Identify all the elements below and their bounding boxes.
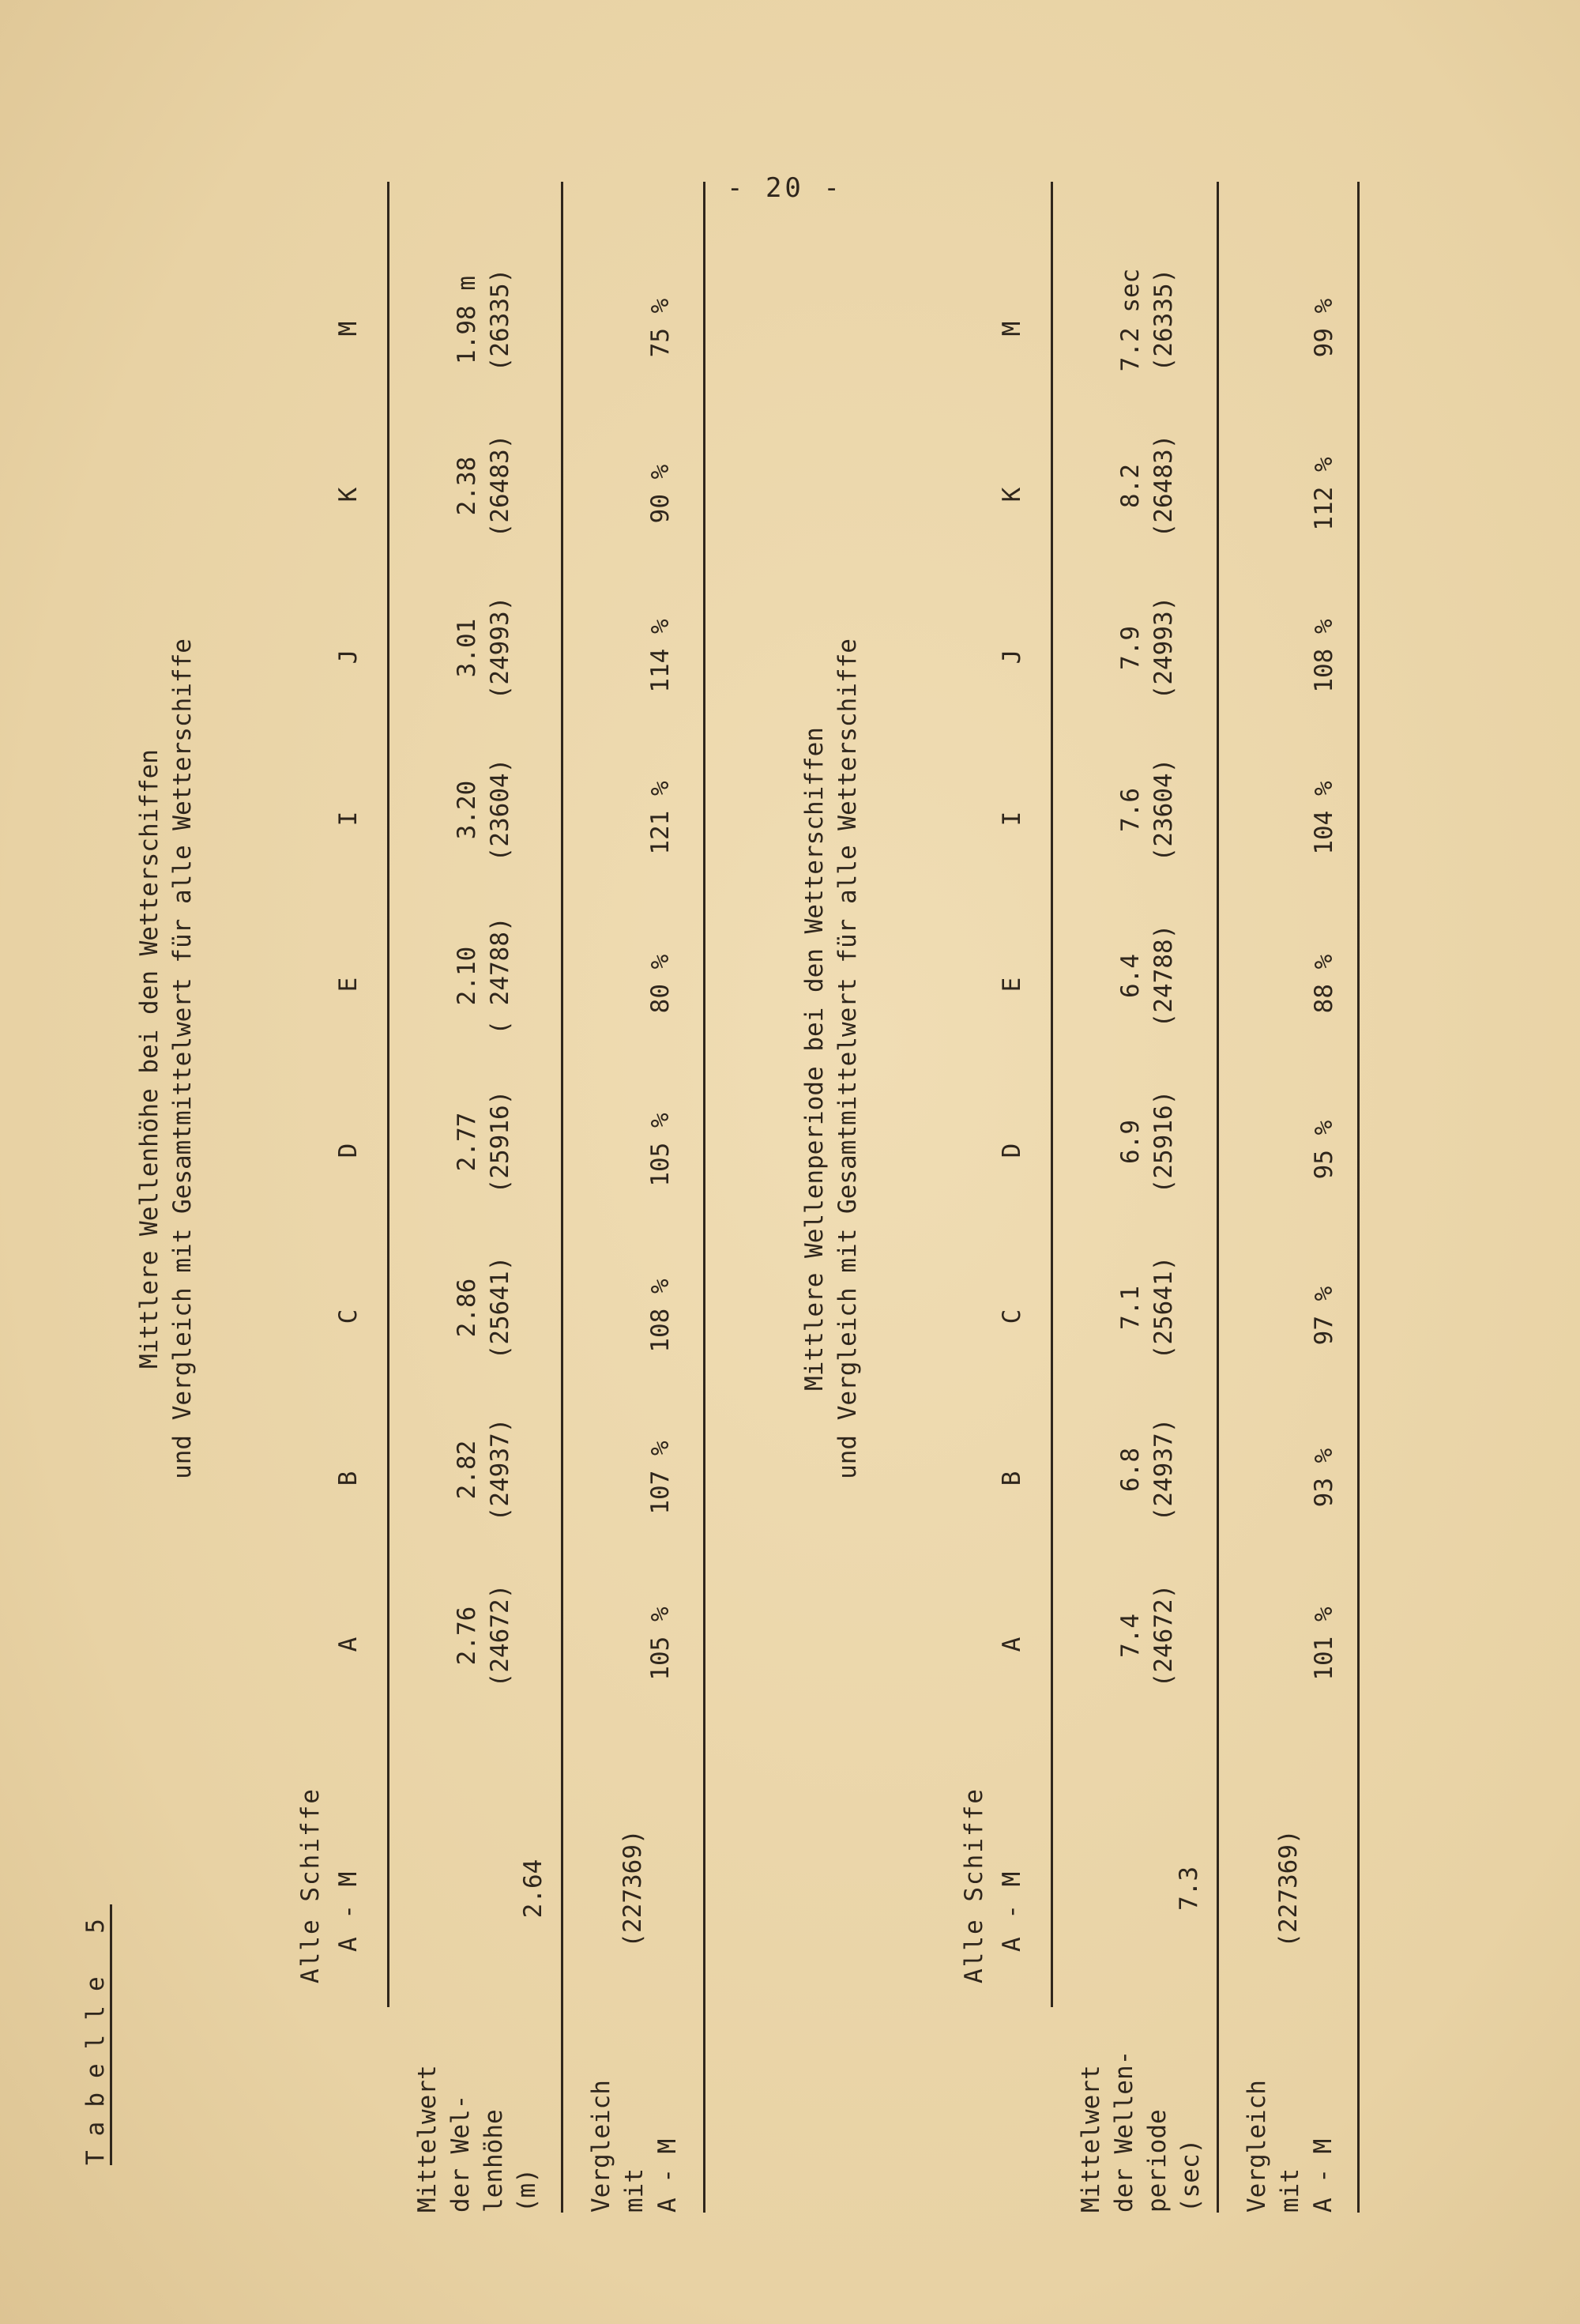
table2-row1-cell-A: 7.4 (24672): [1116, 1584, 1178, 1688]
table1-row2-cell-D: 105 %: [646, 1113, 675, 1187]
table2-caption-line2: und Vergleich mit Gesamtmittelwert für alle Wetterschiffe: [833, 638, 862, 1479]
table1-ship-header-B: B: [334, 1469, 363, 1486]
table2-row2-cell-K: 112 %: [1310, 457, 1338, 531]
table2-row1-label: Mittelwert der Wellen- periode (sec): [1077, 2050, 1205, 2213]
table2-header-rule: [1051, 182, 1053, 2007]
table2-ship-header-I: I: [998, 809, 1026, 827]
table1-caption-line2: und Vergleich mit Gesamtmittelwert für alle Wetterschiffe: [168, 638, 197, 1479]
table2-row-rule: [1217, 182, 1219, 2213]
table1-row1-cell-A: 2.76 (24672): [453, 1584, 514, 1688]
table1-row1-cell-D: 2.77 (25916): [453, 1090, 514, 1194]
table2-row1-cell-K: 8.2 (26483): [1116, 434, 1178, 538]
table1-header-rule: [387, 182, 389, 2007]
table2-row2-cell-M: 99 %: [1310, 298, 1338, 358]
rotated-content: [0, 158, 1375, 2213]
table1-row1-cell-J: 3.01 (24993): [453, 596, 514, 700]
table1-row2-cell-J: 114 %: [646, 619, 675, 693]
table1-row2-cell-B: 107 %: [646, 1441, 675, 1515]
table2-ship-header-K: K: [998, 485, 1026, 503]
table1-row1-cell-C: 2.86 (25641): [453, 1256, 514, 1360]
table1-ship-header-C: C: [334, 1307, 363, 1324]
table2-row2-cell-I: 104 %: [1310, 781, 1338, 855]
table1-ship-header-K: K: [334, 485, 363, 503]
table1-row1-cell-E: 2.10 ( 24788): [453, 917, 514, 1035]
table1-ship-header-J: J: [334, 647, 363, 665]
table1-row1-label: Mittelwert der Wel- lenhöhe (m): [413, 2065, 541, 2213]
table1-row2-cell-M: 75 %: [646, 298, 675, 358]
table2-row2-cell-J: 108 %: [1310, 619, 1338, 693]
table1-row2-label: Vergleich mit A - M: [587, 2080, 682, 2213]
table2-row2-cell-C: 97 %: [1310, 1286, 1338, 1346]
table2-row1-cell-C: 7.1 (25641): [1116, 1256, 1178, 1360]
table2-caption-line1: Mittlere Wellenperiode bei den Wetterschiffen: [800, 727, 829, 1391]
table1-row2-cell-C: 108 %: [646, 1279, 675, 1353]
table1-ship-header-I: I: [334, 809, 363, 827]
table2-row1-cell-J: 7.9 (24993): [1116, 596, 1178, 700]
table2-row1-all: 7.3 (227369): [1175, 1829, 1303, 1948]
table1-bottom-rule: [703, 182, 705, 2213]
table1-row2-cell-K: 90 %: [646, 464, 675, 524]
table2-row2-cell-E: 88 %: [1310, 954, 1338, 1014]
table2-ship-header-M: M: [998, 319, 1026, 337]
table1-caption-line1: Mittlere Wellenhöhe bei den Wetterschiffen: [135, 749, 164, 1369]
table1-row1-all: 2.64 (227369): [519, 1829, 647, 1948]
table-title: Tabelle 5: [81, 1904, 110, 2165]
table2-ship-header-D: D: [998, 1141, 1026, 1158]
table1-row1-cell-B: 2.82 (24937): [453, 1418, 514, 1522]
table2-row2-cell-D: 95 %: [1310, 1120, 1338, 1180]
table1-row2-cell-E: 80 %: [646, 954, 675, 1014]
table2-row2-cell-A: 101 %: [1310, 1606, 1338, 1681]
table1-row2-cell-A: 105 %: [646, 1606, 675, 1681]
table2-all-header-2: A - M: [998, 1870, 1026, 1952]
table1-ship-header-D: D: [334, 1141, 363, 1158]
table2-ship-header-A: A: [998, 1635, 1026, 1652]
table1-row1-cell-M: 1.98 m (26335): [453, 268, 514, 372]
table1-row-rule: [561, 182, 563, 2213]
table2-bottom-rule: [1357, 182, 1360, 2213]
table1-row2-cell-I: 121 %: [646, 781, 675, 855]
table2-row1-cell-M: 7.2 sec (26335): [1116, 268, 1178, 372]
table2-ship-header-B: B: [998, 1469, 1026, 1486]
table2-row1-cell-B: 6.8 (24937): [1116, 1418, 1178, 1522]
table1-row1-cell-I: 3.20 (23604): [453, 758, 514, 862]
table2-ship-header-J: J: [998, 647, 1026, 665]
table1-ship-header-E: E: [334, 975, 363, 993]
page-number: - 20 -: [727, 172, 843, 204]
table1-all-header-2: A - M: [334, 1870, 363, 1952]
table2-row1-cell-D: 6.9 (25916): [1116, 1090, 1178, 1194]
table2-row2-label: Vergleich mit A - M: [1243, 2080, 1337, 2213]
table2-ship-header-C: C: [998, 1307, 1026, 1324]
table2-all-header-1: Alle Schiffe: [960, 1787, 988, 1983]
table1-all-header-1: Alle Schiffe: [296, 1787, 325, 1983]
table1-row1-cell-K: 2.38 (26483): [453, 434, 514, 538]
table1-ship-header-M: M: [334, 319, 363, 337]
table2-ship-header-E: E: [998, 975, 1026, 993]
table2-row2-cell-B: 93 %: [1310, 1448, 1338, 1508]
table2-row1-cell-I: 7.6 (23604): [1116, 758, 1178, 862]
table1-ship-header-A: A: [334, 1635, 363, 1652]
table2-row1-cell-E: 6.4 (24788): [1116, 924, 1178, 1028]
